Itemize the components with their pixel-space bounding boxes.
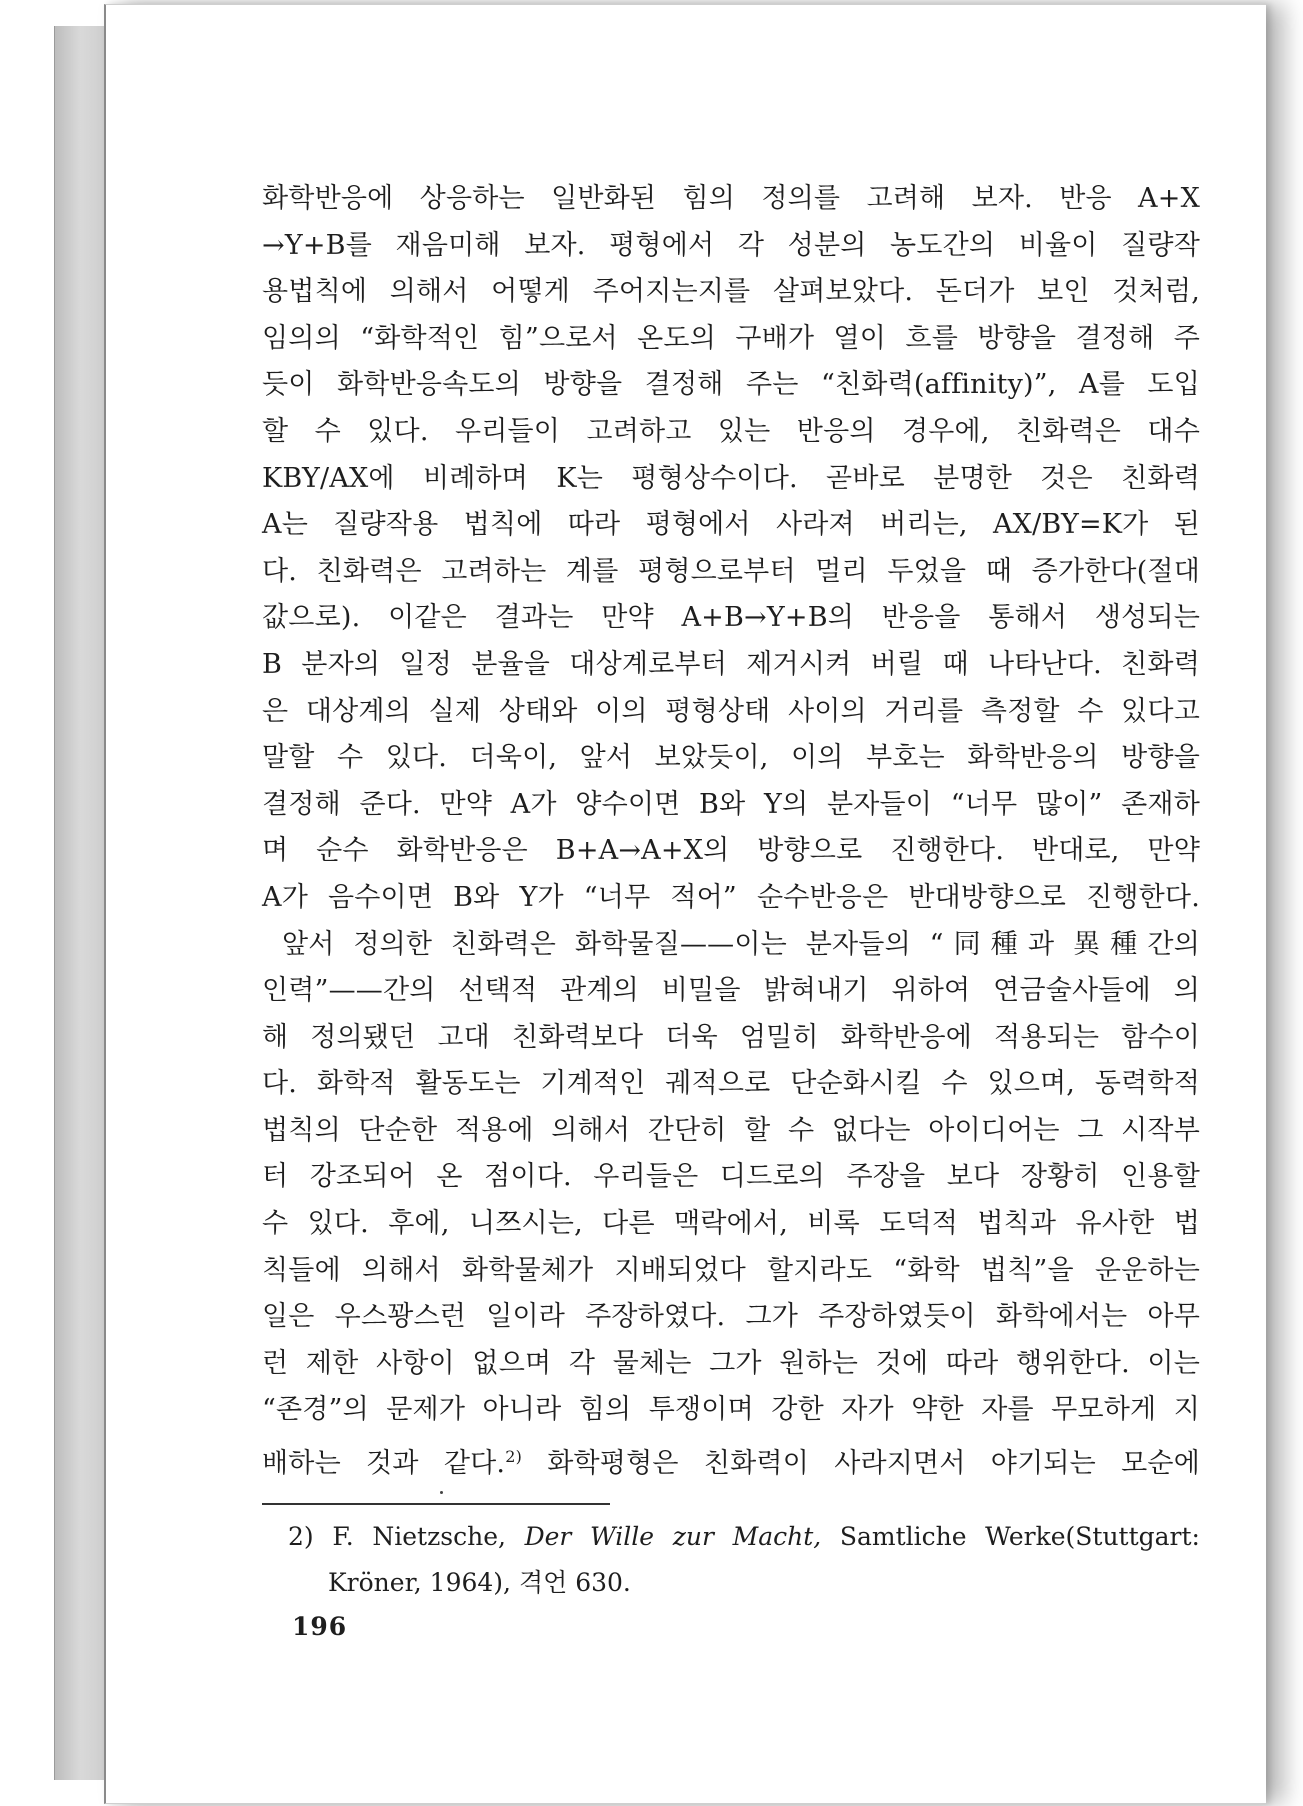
text-line: “존경”의 문제가 아니라 힘의 투쟁이며 강한 자가 약한 자를 무모하게 지: [262, 1394, 1200, 1426]
text-line: 칙들에 의해서 화학물체가 지배되었다 할지라도 “화학 법칙”을 운운하는: [262, 1254, 1200, 1286]
body-text: [262, 176, 1200, 1481]
footnote-line: Kröner, 1964), 격언 630.: [328, 1568, 631, 1597]
footnote-rule: [262, 1503, 610, 1505]
footnote-line: [288, 1514, 1200, 1560]
text-line: 다. 친화력은 고려하는 계를 평형으로부터 멀리 두었을 때 증가한다(절대: [262, 555, 1200, 587]
text-line: 앞서 정의한 친화력은 화학물질——이는 분자들의 “同種과 異種간의: [282, 928, 1200, 960]
footnote-number: 2): [288, 1522, 314, 1551]
book-spine: [54, 26, 105, 1780]
text-line: 은 대상계의 실제 상태와 이의 평형상태 사이의 거리를 측정할 수 있다고: [262, 695, 1200, 727]
footnote-author: F. Nietzsche,: [332, 1522, 506, 1551]
ink-speck: [440, 1491, 443, 1494]
page-number: 196: [292, 1612, 348, 1641]
text-line: →Y+B를 재음미해 보자. 평형에서 각 성분의 농도간의 비율이 질량작: [262, 229, 1200, 261]
text-line: 값으로). 이같은 결과는 만약 A+B→Y+B의 반응을 통해서 생성되는: [262, 602, 1200, 634]
text-line: A는 질량작용 법칙에 따라 평형에서 사라져 버리는, AX/BY=K가 된: [262, 509, 1200, 541]
text-line: 터 강조되어 온 점이다. 우리들은 디드로의 주장을 보다 장황히 인용할: [262, 1161, 1200, 1193]
text-line: B 분자의 일정 분율을 대상계로부터 제거시켜 버릴 때 나타난다. 친화력: [262, 648, 1200, 680]
text-line: 일은 우스꽝스런 일이라 주장하였다. 그가 주장하였듯이 화학에서는 아무: [262, 1301, 1200, 1333]
text-line: 할 수 있다. 우리들이 고려하고 있는 반응의 경우에, 친화력은 대수: [262, 415, 1200, 447]
text-line: 런 제한 사항이 없으며 각 물체는 그가 원하는 것에 따라 행위한다. 이는: [262, 1347, 1200, 1379]
text-line: 법칙의 단순한 적용에 의해서 간단히 할 수 없다는 아이디어는 그 시작부: [262, 1114, 1200, 1146]
text-line: 결정해 준다. 만약 A가 양수이면 B와 Y의 분자들이 “너무 많이” 존재하: [262, 788, 1200, 820]
footnote-publication: Samtliche Werke(Stuttgart:: [839, 1522, 1200, 1551]
text-line: 며 순수 화학반응은 B+A→A+X의 방향으로 진행한다. 반대로, 만약: [262, 835, 1200, 867]
footnote-title: Der Wille zur Macht,: [524, 1522, 822, 1551]
text-line: 임의의 “화학적인 힘”으로서 온도의 구배가 열이 흐를 방향을 결정해 주: [262, 322, 1200, 354]
text-line: 화학반응에 상응하는 일반화된 힘의 정의를 고려해 보자. 반응 A+X: [262, 183, 1200, 214]
text-line: 듯이 화학반응속도의 방향을 결정해 주는 “친화력(affinity)”, A를 도입: [262, 369, 1200, 401]
footnote: [288, 1514, 1200, 1606]
text-line: A가 음수이면 B와 Y가 “너무 적어” 순수반응은 반대방향으로 진행한다.: [262, 881, 1200, 913]
text-line: 인력”——간의 선택적 관계의 비밀을 밝혀내기 위하여 연금술사들에 의: [262, 975, 1200, 1007]
text-line: 해 정의됐던 고대 친화력보다 더욱 엄밀히 화학반응에 적용되는 함수이: [262, 1021, 1200, 1053]
background-margin: [0, 0, 54, 1806]
text-line: 수 있다. 후에, 니쯔시는, 다른 맥락에서, 비록 도덕적 법칙과 유사한 법: [262, 1208, 1200, 1240]
footnote-reference: 2): [505, 1447, 523, 1467]
text-fragment: 배하는 것과 같다.: [262, 1448, 506, 1480]
text-line: 용법칙에 의해서 어떻게 주어지는지를 살펴보았다. 돈더가 보인 것처럼,: [262, 276, 1200, 308]
text-line: 말할 수 있다. 더욱이, 앞서 보았듯이, 이의 부호는 화학반응의 방향을: [262, 742, 1200, 774]
text-fragment: 화학평형은 친화력이 사라지면서 야기되는 모순에: [547, 1448, 1200, 1480]
text-line: 다. 화학적 활동도는 기계적인 궤적으로 단순화시킬 수 있으며, 동력학적: [262, 1068, 1200, 1100]
text-line: KBY/AX에 비례하며 K는 평형상수이다. 곧바로 분명한 것은 친화력: [262, 462, 1200, 494]
text-line-with-footnote: [262, 1434, 1200, 1481]
